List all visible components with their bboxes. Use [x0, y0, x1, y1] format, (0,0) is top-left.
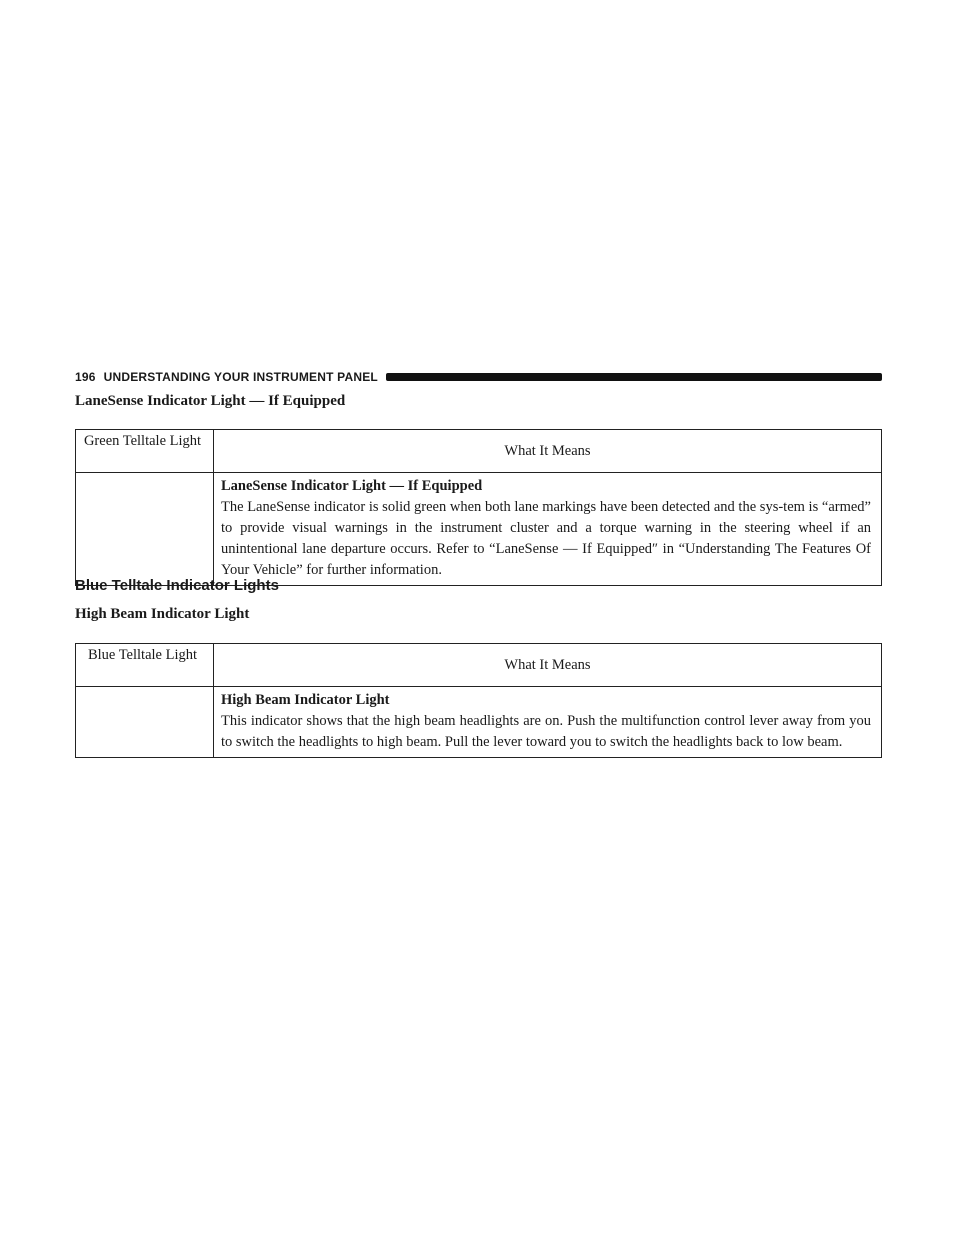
table-header-row [76, 430, 882, 473]
indicator-description: The LaneSense indicator is solid green when both lane markings have been detected and the sys-tem is “armed” to provide visual warnings in the instrument cluster and a torque warning in the steering wheel if an unintentional lane departure occurs. Refer to “LaneSense — If Equipped″ in “Understanding The Features Of Your Vehicle” for further information. [221, 499, 871, 578]
table-row [76, 687, 882, 758]
col-header-meaning: What It Means [214, 644, 882, 687]
page-number: 196 [75, 370, 96, 384]
high-beam-subheading: High Beam Indicator Light [75, 606, 250, 622]
table-header-row [76, 644, 882, 687]
col-header-meaning: What It Means [214, 430, 882, 473]
indicator-description: This indicator shows that the high beam headlights are on. Push the multifunction control lever away from you to switch the headlights to high beam. Pull the lever toward you to switch the headlights back to low beam. [221, 713, 871, 750]
indicator-title: LaneSense Indicator Light — If Equipped [221, 478, 483, 494]
meaning-cell [214, 687, 882, 758]
indicator-title: High Beam Indicator Light [221, 692, 390, 708]
col-header-telltale: Green Telltale Light [76, 430, 214, 473]
table-row [76, 473, 882, 586]
lanesense-subheading: LaneSense Indicator Light — If Equipped [75, 393, 346, 409]
col-header-telltale: Blue Telltale Light [76, 644, 214, 687]
telltale-icon-cell [76, 687, 214, 758]
section-title: Blue Telltale Indicator Lights [75, 577, 279, 594]
header-rule [386, 373, 882, 381]
high-beam-table [75, 643, 882, 758]
chapter-title: UNDERSTANDING YOUR INSTRUMENT PANEL [103, 370, 378, 384]
lanesense-table [75, 429, 882, 586]
telltale-icon-cell [76, 473, 214, 586]
page-header [75, 369, 882, 385]
meaning-cell [214, 473, 882, 586]
